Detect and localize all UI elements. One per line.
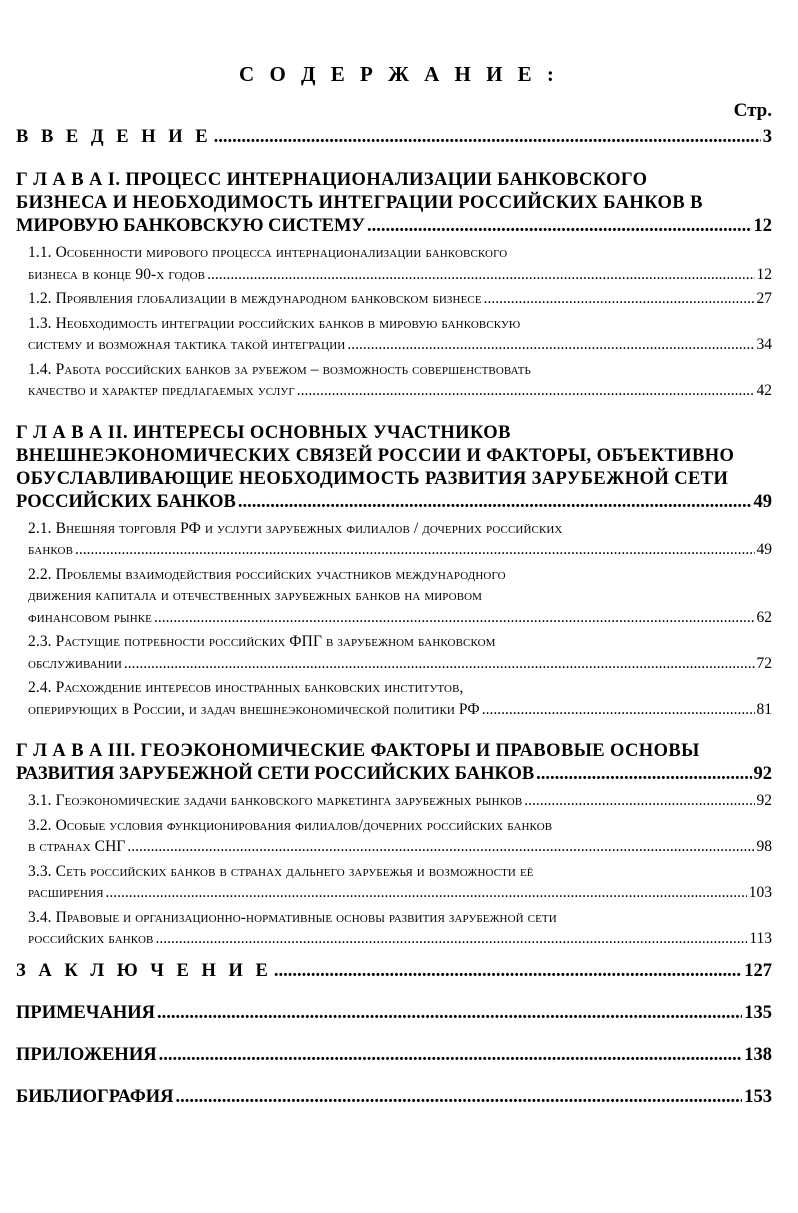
chapter-sections bbox=[28, 790, 772, 950]
toc-entry-1[interactable] bbox=[16, 960, 772, 983]
section-entry[interactable] bbox=[28, 790, 772, 812]
section-entry[interactable] bbox=[28, 815, 772, 858]
toc-entry-label: расширения bbox=[28, 884, 104, 901]
chapter-sections bbox=[28, 518, 772, 721]
section-entry-last-line[interactable] bbox=[28, 836, 772, 858]
leader-dots bbox=[155, 928, 747, 950]
toc-entry-intro[interactable] bbox=[16, 126, 772, 149]
leader-dots bbox=[159, 1044, 743, 1067]
toc-entry-3[interactable] bbox=[16, 1044, 772, 1067]
leader-dots bbox=[157, 1002, 742, 1025]
toc-entry-page: 153 bbox=[744, 1086, 772, 1107]
section-line: 1.3. Необходимость интеграции российских банков в мировую банковскую bbox=[28, 314, 521, 332]
toc-entry-page: 49 bbox=[756, 541, 772, 558]
section-entry[interactable] bbox=[28, 861, 772, 904]
chapter-heading-line: Г Л А В А II. ИНТЕРЕСЫ ОСНОВНЫХ УЧАСТНИКОВ bbox=[16, 422, 511, 443]
chapter-heading-line: ОБУСЛАВЛИВАЮЩИЕ НЕОБХОДИМОСТЬ РАЗВИТИЯ ЗАРУБЕЖНОЙ СЕТИ bbox=[16, 468, 729, 489]
leader-dots bbox=[207, 264, 754, 286]
section-entry[interactable] bbox=[28, 677, 772, 720]
toc-entry-page: 103 bbox=[748, 884, 772, 901]
chapter-sections bbox=[28, 242, 772, 402]
chapter-heading-line: Г Л А В А I. ПРОЦЕСС ИНТЕРНАЦИОНАЛИЗАЦИИ БАНКОВСКОГО bbox=[16, 170, 648, 190]
toc-entry-label: РОССИЙСКИХ БАНКОВ bbox=[16, 491, 236, 512]
toc-entry-label: российских банков bbox=[28, 930, 154, 947]
section-entry[interactable] bbox=[28, 242, 772, 285]
leader-dots bbox=[524, 790, 754, 812]
section-entry-last-line[interactable] bbox=[28, 539, 772, 561]
toc-entry-label: обслуживании bbox=[28, 654, 122, 672]
leader-dots bbox=[484, 288, 755, 310]
leader-dots bbox=[367, 215, 752, 238]
chapter-1 bbox=[16, 169, 772, 238]
leader-dots bbox=[124, 653, 755, 675]
table-of-contents bbox=[16, 126, 772, 1109]
section-entry-last-line[interactable] bbox=[28, 653, 772, 675]
section-entry[interactable] bbox=[28, 359, 772, 402]
section-entry[interactable] bbox=[28, 907, 772, 950]
toc-entry-label: ПРИМЕЧАНИЯ bbox=[16, 1002, 155, 1023]
leader-dots bbox=[214, 126, 761, 149]
toc-entry-label: финансовом рынке bbox=[28, 608, 152, 626]
toc-entry-label: МИРОВУЮ БАНКОВСКУЮ СИСТЕМУ bbox=[16, 216, 365, 236]
toc-entry-label: БИБЛИОГРАФИЯ bbox=[16, 1086, 174, 1107]
toc-entry-label: З А К Л Ю Ч Е Н И Е bbox=[16, 960, 272, 981]
leader-dots bbox=[75, 539, 754, 561]
section-line: 2.1. Внешняя торговля РФ и услуги зарубежных филиалов / дочерних российских bbox=[28, 519, 563, 537]
toc-entry-label: систему и возможная тактика такой интеграции bbox=[28, 336, 346, 353]
section-entry[interactable] bbox=[28, 313, 772, 356]
toc-entry-page: 34 bbox=[756, 336, 772, 353]
section-line: 2.3. Растущие потребности российских ФПГ в зарубежном банковском bbox=[28, 633, 496, 650]
toc-entry-page: 92 bbox=[753, 764, 772, 784]
toc-entry-page: 27 bbox=[756, 290, 772, 307]
leader-dots bbox=[154, 607, 755, 629]
tail-entries bbox=[16, 960, 772, 1109]
section-entry[interactable] bbox=[28, 631, 772, 674]
toc-entry-page: 81 bbox=[756, 700, 772, 718]
toc-entry-page: 113 bbox=[749, 930, 772, 947]
toc-entry-label: бизнеса в конце 90-х годов bbox=[28, 265, 206, 283]
toc-entry-page: 135 bbox=[744, 1002, 772, 1023]
leader-dots bbox=[127, 836, 754, 858]
section-line: движения капитала и отечественных зарубежных банков на мировом bbox=[28, 587, 483, 604]
toc-entry-label: РАЗВИТИЯ ЗАРУБЕЖНОЙ СЕТИ РОССИЙСКИХ БАНКОВ bbox=[16, 764, 535, 784]
leader-dots bbox=[106, 882, 747, 904]
section-entry[interactable] bbox=[28, 564, 772, 629]
section-line: 2.2. Проблемы взаимодействия российских участников международного bbox=[28, 565, 506, 583]
section-entry-last-line[interactable] bbox=[28, 607, 772, 629]
section-entry-last-line[interactable] bbox=[28, 264, 772, 286]
leader-dots bbox=[274, 960, 742, 983]
toc-entry-page: 72 bbox=[756, 654, 772, 672]
toc-entry-label: 3.1. Геоэкономические задачи банковского маркетинга зарубежных рынков bbox=[28, 792, 523, 809]
chapters-list bbox=[16, 169, 772, 950]
toc-entry-page: 3 bbox=[762, 127, 772, 147]
section-entry-last-line[interactable] bbox=[28, 699, 772, 721]
chapter-heading-line: Г Л А В А III. ГЕОЭКОНОМИЧЕСКИЕ ФАКТОРЫ И ПРАВОВЫЕ ОСНОВЫ bbox=[16, 741, 700, 761]
page-title: С О Д Е Р Ж А Н И Е : bbox=[239, 62, 559, 86]
toc-entry-page: 98 bbox=[756, 838, 772, 855]
chapter-heading-line: ВНЕШНЕЭКОНОМИЧЕСКИХ СВЯЗЕЙ РОССИИ И ФАКТОРЫ, ОБЪЕКТИВНО bbox=[16, 445, 735, 466]
leader-dots bbox=[297, 380, 755, 402]
toc-entry-page: 62 bbox=[756, 608, 772, 626]
chapter-heading-entry[interactable] bbox=[16, 215, 772, 238]
toc-entry-label: качество и характер предлагаемых услуг bbox=[28, 382, 295, 399]
section-line: 2.4. Расхождение интересов иностранных банковских институтов, bbox=[28, 679, 464, 696]
toc-entry-label: банков bbox=[28, 541, 74, 558]
chapter-heading-entry[interactable] bbox=[16, 763, 772, 786]
toc-entry-2[interactable] bbox=[16, 1002, 772, 1025]
leader-dots bbox=[176, 1086, 743, 1109]
chapter-2 bbox=[16, 422, 772, 514]
toc-entry-page: 138 bbox=[744, 1044, 772, 1065]
section-line: 3.4. Правовые и организационно-нормативные основы развития зарубежной сети bbox=[28, 908, 557, 926]
toc-entry-label: 1.2. Проявления глобализации в международном банковском бизнесе bbox=[28, 290, 482, 307]
toc-entry-page: 12 bbox=[753, 216, 772, 236]
toc-entry-page: 92 bbox=[756, 792, 772, 809]
toc-entry-label: ПРИЛОЖЕНИЯ bbox=[16, 1044, 157, 1065]
section-entry-last-line[interactable] bbox=[28, 790, 772, 812]
section-entry-last-line[interactable] bbox=[28, 334, 772, 356]
toc-entry-label: оперирующих в России, и задач внешнеэкономической политики РФ bbox=[28, 700, 480, 718]
toc-entry-page: 127 bbox=[744, 960, 772, 981]
section-entry-last-line[interactable] bbox=[28, 288, 772, 310]
section-entry-last-line[interactable] bbox=[28, 928, 772, 950]
toc-entry-page: 42 bbox=[756, 382, 772, 399]
section-line: 3.2. Особые условия функционирования филиалов/дочерних российских банков bbox=[28, 816, 553, 834]
chapter-3 bbox=[16, 740, 772, 786]
section-line: 3.3. Сеть российских банков в странах дальнего зарубежья и возможности её bbox=[28, 862, 534, 880]
section-entry-last-line[interactable] bbox=[28, 882, 772, 904]
toc-entry-label: В В Е Д Е Н И Е bbox=[16, 127, 212, 147]
leader-dots bbox=[238, 491, 752, 514]
leader-dots bbox=[536, 763, 751, 786]
page-column-header: Стр. bbox=[733, 100, 772, 121]
chapter-heading-line: БИЗНЕСА И НЕОБХОДИМОСТЬ ИНТЕГРАЦИИ РОССИЙСКИХ БАНКОВ В bbox=[16, 193, 703, 213]
chapter-heading-entry[interactable] bbox=[16, 491, 772, 514]
section-entry[interactable] bbox=[28, 518, 772, 561]
section-entry[interactable] bbox=[28, 288, 772, 310]
toc-entry-4[interactable] bbox=[16, 1086, 772, 1109]
toc-entry-page: 12 bbox=[756, 265, 772, 283]
section-line: 1.1. Особенности мирового процесса интернационализации банковского bbox=[28, 244, 508, 261]
section-line: 1.4. Работа российских банков за рубежом – возможность совершенствовать bbox=[28, 360, 531, 378]
section-entry-last-line[interactable] bbox=[28, 380, 772, 402]
leader-dots bbox=[482, 699, 755, 721]
toc-entry-page: 49 bbox=[753, 491, 772, 512]
toc-entry-label: в странах СНГ bbox=[28, 838, 126, 855]
leader-dots bbox=[347, 334, 754, 356]
